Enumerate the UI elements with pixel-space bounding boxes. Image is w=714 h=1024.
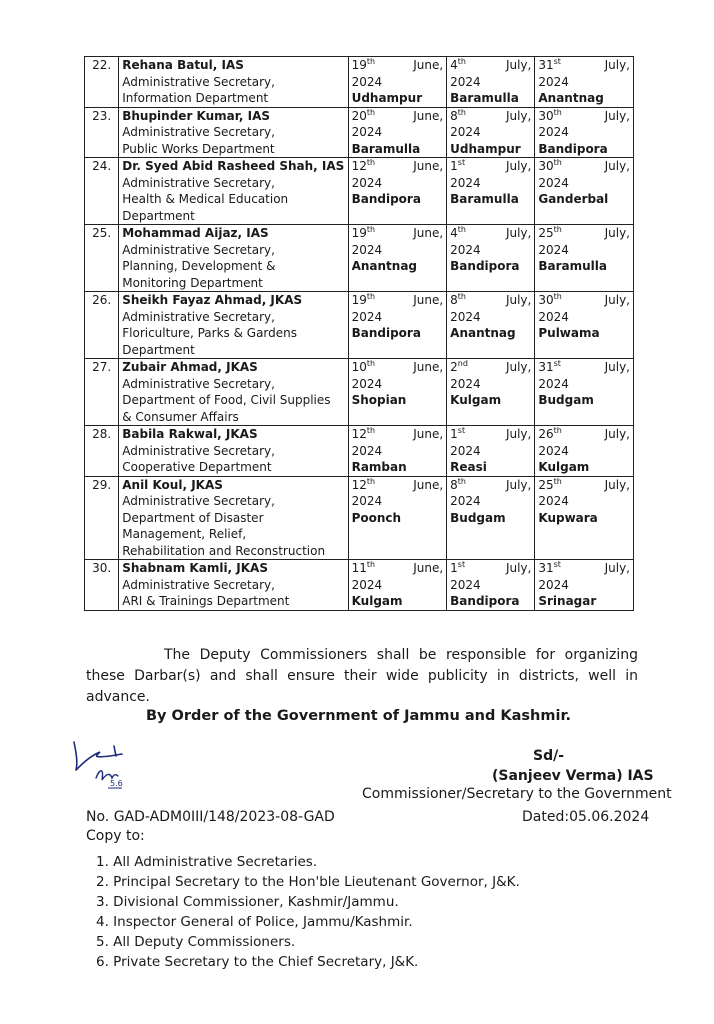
date-suffix: th: [366, 359, 376, 368]
officer-designation: Administrative Secretary,: [122, 443, 275, 458]
date-year: 2024: [538, 125, 569, 139]
date-month: June,: [413, 293, 444, 307]
date-day: 25th: [538, 476, 562, 492]
darbar-date-cell: [348, 359, 447, 426]
date-suffix: th: [553, 476, 562, 486]
darbar-location: Bandipora: [351, 192, 421, 206]
date-day: 25th: [538, 225, 562, 240]
date-suffix: st: [553, 359, 561, 368]
officer-name: Anil Koul, JKAS: [122, 477, 223, 492]
darbar-location: Baramulla: [450, 192, 519, 206]
date-month: July,: [505, 58, 532, 72]
darbar-date-cell: [535, 225, 634, 292]
signature-date-note: 5.6: [110, 779, 123, 788]
darbar-location: Bandipora: [538, 141, 608, 156]
date-month: June,: [413, 561, 444, 575]
darbar-date-cell: [348, 560, 447, 611]
department-line: Department: [122, 342, 195, 357]
table-row: [85, 225, 634, 292]
darbar-location: Budgam: [450, 510, 506, 525]
date-month: July,: [604, 477, 630, 492]
officer-cell: [119, 107, 348, 158]
department-line: Management, Relief,: [122, 527, 247, 541]
table-row: [85, 158, 634, 225]
date-suffix: th: [366, 107, 376, 117]
department-line: Monitoring Department: [122, 275, 263, 290]
date-line: [538, 477, 630, 494]
date-day: 31st: [538, 560, 561, 575]
handwritten-signature: [66, 738, 156, 794]
order-line: By Order of the Government of Jammu and Kashmir.: [146, 708, 572, 724]
department-line: Department of Food, Civil Supplies: [122, 393, 331, 407]
officer-name: Bhupinder Kumar, IAS: [122, 108, 271, 123]
serial-number: 25.: [85, 225, 119, 292]
date-suffix: th: [457, 107, 467, 117]
department-line: Public Works Department: [122, 141, 275, 156]
officer-designation: Administrative Secretary,: [122, 376, 275, 391]
darbar-date-cell: [447, 57, 535, 108]
officer-cell: [119, 560, 348, 611]
darbar-date-cell: [535, 57, 634, 108]
darbar-location: Anantnag: [351, 259, 418, 273]
date-day: 31st: [538, 57, 561, 72]
department-line: Floriculture, Parks & Gardens: [122, 326, 298, 340]
date-month: July,: [505, 360, 532, 374]
darbar-location: Kulgam: [450, 393, 502, 407]
date-line: [538, 158, 630, 175]
darbar-location: Bandipora: [351, 326, 421, 340]
department-line: Planning, Development &: [122, 259, 276, 273]
date-year: 2024: [450, 125, 481, 139]
date-line: [450, 359, 531, 376]
officer-name: Rehana Batul, IAS: [122, 58, 244, 72]
officer-cell: [119, 359, 348, 426]
copy-to-item: 4. Inspector General of Police, Jammu/Kashmir.: [96, 914, 413, 930]
date-year: 2024: [538, 242, 569, 257]
officer-designation: Administrative Secretary,: [122, 577, 275, 592]
date-suffix: th: [366, 560, 376, 569]
darbar-location: Poonch: [351, 510, 402, 525]
darbar-location: Reasi: [450, 460, 487, 474]
date-day: 30th: [538, 292, 562, 307]
serial-number: 29.: [85, 476, 119, 560]
officer-cell: [119, 57, 348, 108]
date-year: 2024: [450, 74, 481, 89]
darbar-date-cell: [447, 560, 535, 611]
date-suffix: th: [366, 426, 376, 435]
department-line: Department: [122, 208, 195, 223]
sd-mark: Sd/-: [533, 748, 565, 764]
date-month: June,: [413, 360, 444, 374]
date-month: June,: [413, 108, 444, 123]
officer-designation: Administrative Secretary,: [122, 74, 275, 89]
date-day: 11th: [351, 560, 376, 575]
darbar-date-cell: [447, 292, 535, 359]
officer-cell: [119, 292, 348, 359]
date-day: 8th: [450, 107, 467, 123]
table-row: [85, 476, 634, 560]
date-line: [538, 359, 630, 376]
date-day: 1st: [450, 560, 466, 575]
date-year: 2024: [450, 309, 481, 324]
darbar-schedule-table: [84, 56, 634, 611]
darbar-date-cell: [348, 57, 447, 108]
date-month: July,: [505, 159, 532, 173]
date-month: July,: [604, 427, 630, 441]
darbar-location: Kupwara: [538, 510, 598, 525]
instruction-paragraph: The Deputy Commissioners shall be responsible for organizing these Darbar(s) and shall ensure their wide publicity in districts, well in advance.: [86, 647, 638, 705]
darbar-date-cell: [447, 107, 535, 158]
darbar-location: Kulgam: [538, 460, 590, 474]
officer-cell: [119, 225, 348, 292]
copy-to-item: 6. Private Secretary to the Chief Secretary, J&K.: [96, 954, 419, 970]
officer-name: Shabnam Kamli, JKAS: [122, 561, 268, 575]
date-line: [450, 477, 531, 494]
date-day: 12th: [351, 476, 376, 492]
serial-number: 23.: [85, 107, 119, 158]
date-year: 2024: [538, 494, 569, 508]
date-suffix: th: [366, 476, 376, 486]
date-line: [352, 560, 444, 577]
table-row: [85, 57, 634, 108]
date-year: 2024: [450, 577, 481, 592]
date-day: 10th: [351, 359, 376, 374]
darbar-location: Kulgam: [351, 594, 403, 608]
date-month: July,: [505, 293, 532, 307]
date-line: [450, 560, 531, 577]
date-month: July,: [604, 293, 630, 307]
reference-number: No. GAD-ADM0III/148/2023-08-GAD: [86, 809, 335, 825]
officer-designation: Administrative Secretary,: [122, 309, 275, 324]
date-line: [352, 225, 444, 242]
date-day: 8th: [450, 476, 467, 492]
date-year: 2024: [351, 494, 383, 508]
serial-number: 27.: [85, 359, 119, 426]
darbar-date-cell: [535, 359, 634, 426]
date-year: 2024: [450, 376, 481, 391]
copy-to-label: Copy to:: [86, 828, 145, 844]
darbar-date-cell: [535, 476, 634, 560]
date-suffix: st: [553, 560, 561, 569]
date-day: 26th: [538, 426, 562, 441]
darbar-location: Anantnag: [538, 91, 604, 105]
date-year: 2024: [450, 175, 481, 190]
darbar-date-cell: [348, 225, 447, 292]
date-year: 2024: [538, 443, 569, 458]
date-year: 2024: [351, 577, 383, 592]
date-year: 2024: [351, 242, 383, 257]
date-day: 2nd: [450, 359, 468, 374]
darbar-date-cell: [447, 158, 535, 225]
date-line: [450, 225, 531, 242]
serial-number: 24.: [85, 158, 119, 225]
date-month: June,: [413, 477, 444, 492]
date-line: [538, 108, 630, 125]
date-line: [538, 560, 630, 577]
date-year: 2024: [351, 443, 383, 458]
date-suffix: th: [457, 225, 467, 234]
darbar-location: Shopian: [351, 393, 407, 407]
date-month: July,: [604, 561, 630, 575]
officer-cell: [119, 158, 348, 225]
copy-to-item: 5. All Deputy Commissioners.: [96, 934, 296, 950]
darbar-location: Budgam: [538, 393, 594, 407]
officer-designation: Administrative Secretary,: [122, 175, 275, 190]
copy-to-item: 1. All Administrative Secretaries.: [96, 854, 318, 870]
date-year: 2024: [538, 577, 569, 592]
date-year: 2024: [538, 74, 569, 89]
table-row: [85, 292, 634, 359]
officer-cell: [119, 476, 348, 560]
officer-designation: Administrative Secretary,: [122, 494, 275, 508]
date-suffix: th: [366, 57, 376, 66]
date-day: 8th: [450, 292, 467, 307]
date-suffix: th: [457, 476, 467, 486]
date-day: 20th: [351, 107, 376, 123]
date-month: June,: [413, 159, 444, 173]
date-day: 12th: [351, 426, 376, 441]
copy-to-item: 3. Divisional Commissioner, Kashmir/Jammu.: [96, 894, 399, 910]
darbar-date-cell: [348, 107, 447, 158]
date-line: [352, 108, 444, 125]
date-suffix: th: [366, 292, 376, 301]
darbar-location: Ganderbal: [538, 192, 609, 206]
darbar-date-cell: [348, 158, 447, 225]
darbar-location: Bandipora: [450, 259, 520, 273]
table-row: [85, 426, 634, 477]
date-year: 2024: [351, 376, 383, 391]
darbar-date-cell: [535, 426, 634, 477]
date-suffix: th: [553, 158, 562, 167]
department-line: Rehabilitation and Reconstruction: [122, 543, 326, 558]
serial-number: 30.: [85, 560, 119, 611]
darbar-date-cell: [348, 426, 447, 477]
signatory-name: (Sanjeev Verma) IAS: [492, 768, 654, 784]
department-line: ARI & Trainings Department: [122, 594, 290, 608]
date-suffix: th: [366, 158, 376, 167]
date-suffix: nd: [457, 359, 468, 368]
officer-name: Babila Rakwal, JKAS: [122, 427, 258, 441]
date-suffix: th: [457, 57, 467, 66]
darbar-date-cell: [535, 560, 634, 611]
date-line: [450, 108, 531, 125]
date-suffix: st: [457, 426, 466, 435]
date-suffix: th: [553, 292, 562, 301]
date-month: July,: [505, 108, 532, 123]
date-line: [352, 477, 444, 494]
serial-number: 22.: [85, 57, 119, 108]
date-line: [450, 426, 531, 443]
date-day: 1st: [450, 426, 466, 441]
date-line: [450, 292, 531, 309]
signatory-designation: Commissioner/Secretary to the Government: [362, 786, 672, 802]
darbar-date-cell: [535, 107, 634, 158]
darbar-location: Baramulla: [450, 91, 519, 105]
darbar-location: Udhampur: [351, 91, 423, 105]
date-suffix: st: [457, 560, 466, 569]
date-line: [450, 57, 531, 74]
date-day: 19th: [351, 225, 376, 240]
date-month: July,: [604, 108, 630, 123]
date-month: June,: [413, 427, 444, 441]
date-year: 2024: [351, 175, 383, 190]
date-month: July,: [505, 477, 532, 492]
copy-to-list: [96, 852, 520, 972]
date-line: [538, 426, 630, 443]
date-month: July,: [604, 58, 630, 72]
darbar-location: Bandipora: [450, 594, 520, 608]
date-year: 2024: [450, 494, 481, 508]
officer-name: Mohammad Aijaz, IAS: [122, 226, 269, 240]
date-day: 4th: [450, 57, 467, 72]
date-month: July,: [505, 226, 532, 240]
date-day: 19th: [351, 57, 376, 72]
date-day: 12th: [351, 158, 376, 173]
darbar-date-cell: [447, 225, 535, 292]
date-month: July,: [505, 427, 532, 441]
officer-designation: Administrative Secretary,: [122, 242, 275, 257]
darbar-date-cell: [348, 292, 447, 359]
darbar-location: Ramban: [351, 460, 407, 474]
copy-to-item: 2. Principal Secretary to the Hon'ble Lieutenant Governor, J&K.: [96, 874, 520, 890]
date-suffix: th: [553, 107, 562, 117]
date-year: 2024: [538, 175, 569, 190]
department-line: Health & Medical Education: [122, 192, 289, 206]
darbar-location: Pulwama: [538, 326, 600, 340]
officer-designation: Administrative Secretary,: [122, 125, 275, 139]
department-line: Information Department: [122, 91, 269, 105]
darbar-date-cell: [447, 359, 535, 426]
darbar-location: Baramulla: [351, 141, 421, 156]
date-month: July,: [604, 159, 630, 173]
department-line: & Consumer Affairs: [122, 409, 239, 424]
table-row: [85, 107, 634, 158]
date-month: July,: [604, 226, 630, 240]
officer-cell: [119, 426, 348, 477]
date-line: [538, 225, 630, 242]
date-day: 1st: [450, 158, 466, 173]
date-line: [352, 158, 444, 175]
date-month: July,: [604, 360, 630, 374]
date-suffix: th: [553, 225, 562, 234]
date-year: 2024: [351, 125, 383, 139]
serial-number: 28.: [85, 426, 119, 477]
darbar-date-cell: [535, 158, 634, 225]
serial-number: 26.: [85, 292, 119, 359]
officer-name: Sheikh Fayaz Ahmad, JKAS: [122, 293, 303, 307]
date-suffix: st: [457, 158, 466, 167]
table-body: [85, 57, 634, 611]
date-day: 31st: [538, 359, 561, 374]
date-year: 2024: [351, 74, 383, 89]
date-line: [352, 426, 444, 443]
department-line: Cooperative Department: [122, 460, 272, 474]
table-row: [85, 359, 634, 426]
date-suffix: th: [457, 292, 467, 301]
date-day: 4th: [450, 225, 467, 240]
date-year: 2024: [538, 309, 569, 324]
date-year: 2024: [450, 242, 481, 257]
officer-name: Zubair Ahmad, JKAS: [122, 360, 258, 374]
date-day: 30th: [538, 107, 562, 123]
date-year: 2024: [450, 443, 481, 458]
darbar-location: Srinagar: [538, 594, 597, 608]
date-day: 19th: [351, 292, 376, 307]
darbar-date-cell: [447, 426, 535, 477]
department-line: Department of Disaster: [122, 510, 264, 525]
date-line: [450, 158, 531, 175]
darbar-location: Udhampur: [450, 141, 521, 156]
date-line: [352, 359, 444, 376]
date-line: [538, 292, 630, 309]
date-year: 2024: [351, 309, 383, 324]
date-suffix: th: [366, 225, 376, 234]
officer-name: Dr. Syed Abid Rasheed Shah, IAS: [122, 159, 345, 173]
date-line: [352, 57, 444, 74]
date-month: June,: [413, 58, 444, 72]
darbar-date-cell: [447, 476, 535, 560]
darbar-location: Anantnag: [450, 326, 516, 340]
date-day: 30th: [538, 158, 562, 173]
date-line: [538, 57, 630, 74]
darbar-date-cell: [535, 292, 634, 359]
date-month: June,: [413, 226, 444, 240]
date-suffix: th: [553, 426, 562, 435]
darbar-location: Baramulla: [538, 259, 607, 273]
date-month: July,: [505, 561, 532, 575]
date-line: [352, 292, 444, 309]
date-year: 2024: [538, 376, 569, 391]
darbar-date-cell: [348, 476, 447, 560]
table-row: [85, 560, 634, 611]
dated-line: Dated:05.06.2024: [522, 809, 650, 825]
date-suffix: st: [553, 57, 561, 66]
